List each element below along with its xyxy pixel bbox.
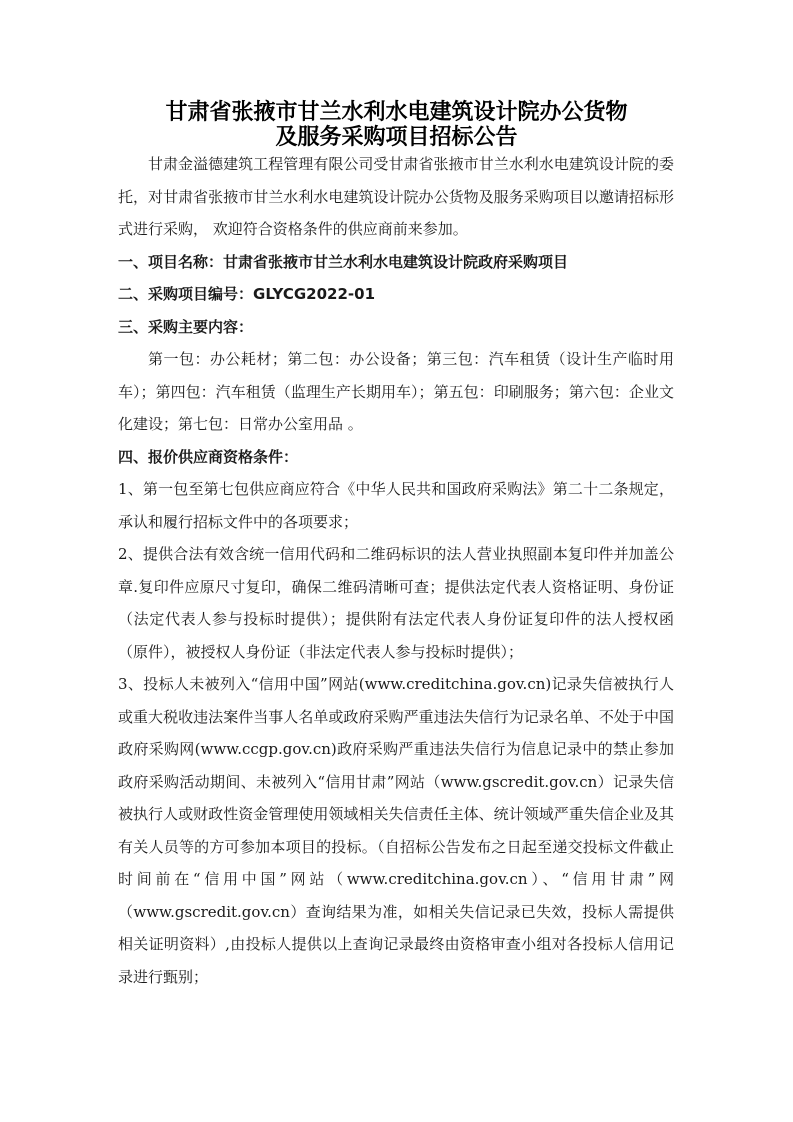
qualification-item-3: 3、投标人未被列入“信用中国”网站(www.creditchina.gov.cn)记录失信被执行人或重大税收违法案件当事人名单或政府采购严重违法失信行为记录名单、不处于中国政府采购网(www.ccgp.gov.cn)政府采购严重违法失信行为信息记录中的禁止参加政府采购活动期间、未被列入“信用甘肃”网站（www.gscredit.gov.cn）记录失信被执行人或财政性资金管理使用领域相关失信责任主体、统计领域严重失信企业及其有关人员等的方可参加本项目的投标。（自招标公告发布之日起至递交投标文件截止时间前在“信用中国”网站（www.creditchina.gov.cn）、“信用甘肃”网（www.gscredit.gov.cn）查询结果为准，如相关失信记录已失效，投标人需提供相关证明资料）,由投标人提供以上查询记录最终由资格审查小组对各投标人信用记录进行甄别； — [118, 675, 674, 986]
section-project-number: 二、采购项目编号：GLYCG2022-01 — [118, 285, 376, 303]
qualification-item-1: 1、第一包至第七包供应商应符合《中华人民共和国政府采购法》第二十二条规定，承认和履行招标文件中的各项要求； — [118, 480, 674, 531]
document-body — [118, 148, 674, 993]
qualification-item-2: 2、提供合法有效含统一信用代码和二维码标识的法人营业执照副本复印件并加盖公章.复印件应原尺寸复印，确保二维码清晰可查；提供法定代表人资格证明、身份证（法定代表人参与投标时提供）；提供附有法定代表人身份证复印件的法人授权函（原件），被授权人身份证（非法定代表人参与投标时提供）； — [118, 545, 674, 661]
section-qualification-heading: 四、报价供应商资格条件： — [118, 447, 299, 466]
section-project-name: 一、项目名称：甘肃省张掖市甘兰水利水电建筑设计院政府采购项目 — [118, 252, 569, 271]
intro-paragraph: 甘肃金溢德建筑工程管理有限公司受甘肃省张掖市甘兰水利水电建筑设计院的委托，对甘肃省张掖市甘兰水利水电建筑设计院办公货物及服务采购项目以邀请招标形式进行采购， 欢迎符合资格条件的供应商前来参加。 — [118, 155, 674, 238]
main-content-paragraph: 第一包：办公耗材；第二包：办公设备；第三包：汽车租赁（设计生产临时用车）；第四包：汽车租赁（监理生产长期用车）；第五包：印刷服务；第六包：企业文化建设；第七包：日常办公室用品 。 — [118, 350, 674, 433]
title-line-2: 及服务采购项目招标公告 — [275, 125, 518, 150]
title-line-1: 甘肃省张掖市甘兰水利水电建筑设计院办公货物 — [165, 100, 628, 125]
section-main-content-heading: 三、采购主要内容： — [118, 317, 254, 336]
